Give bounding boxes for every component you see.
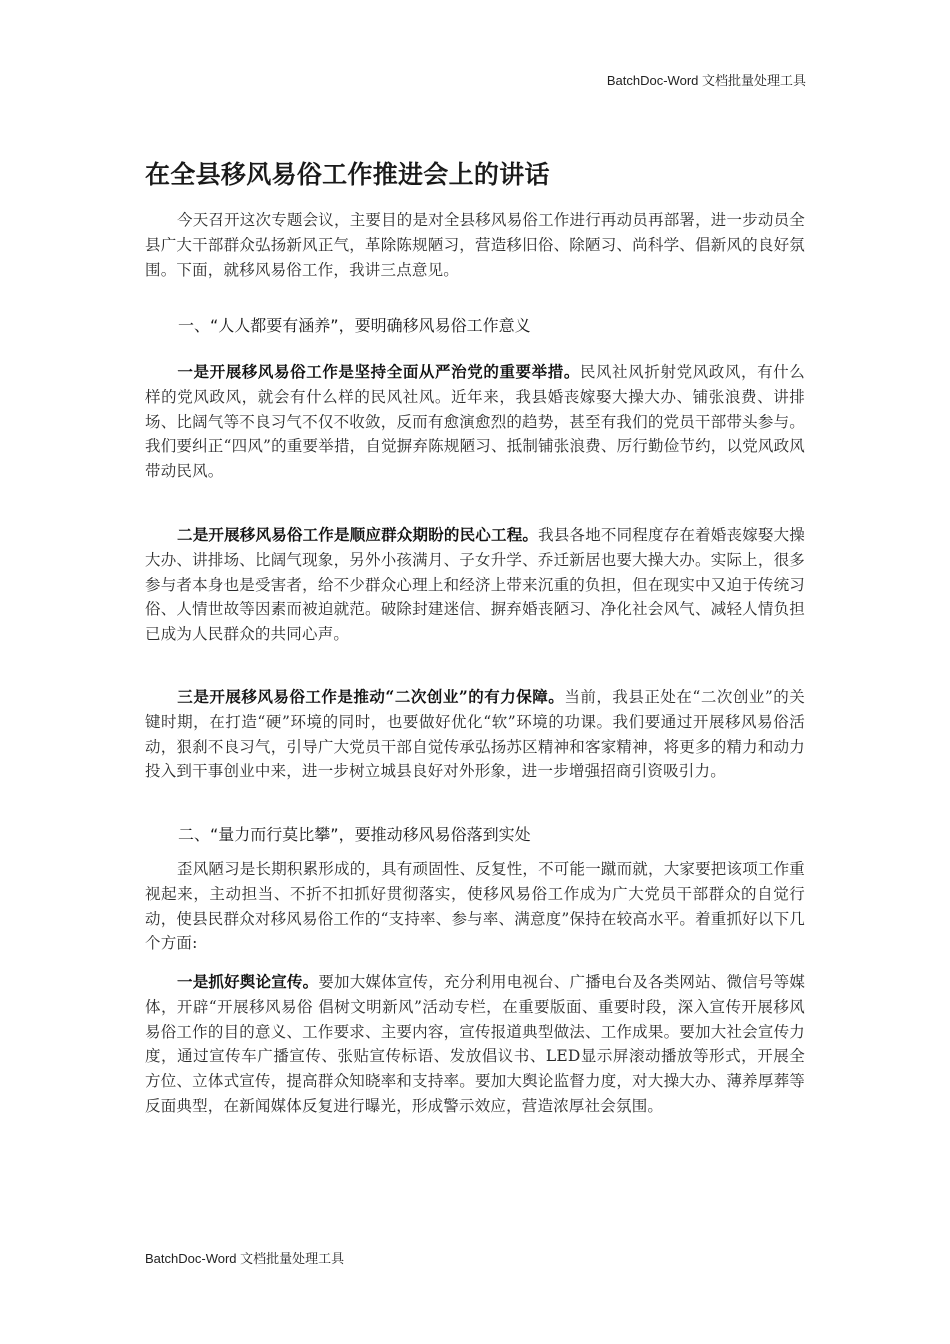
- section1-p2-text: 我县各地不同程度存在着婚丧嫁娶大操大办、讲排场、比阔气现象，另外小孩满月、子女升学、乔迁新居也要大操大办。实际上，很多参与者本身也是受害者，给不少群众心理上和经济上带来沉重的负担，但在现实中又迫于传统习俗、人情世故等因素而被迫就范。破除封建迷信、摒弃婚丧陋习、净化社会风气、减轻人情负担已成为人民群众的共同心声。: [145, 526, 806, 644]
- section1-p3-text: 当前，我县正处在“二次创业”的关键时期，在打造“硬”环境的同时，也要做好优化“软”环境的功课。我们要通过开展移风易俗活动，狠刹不良习气，引导广大党员干部自觉传承弘扬苏区精神和客家精神，将更多的精力和动力投入到干事创业中来，进一步树立城县良好对外形象，进一步增强招商引资吸引力。: [145, 688, 805, 781]
- section2-p1-text: 要加大媒体宣传，充分利用电视台、广播电台及各类网站、微信号等媒体，开辟“开展移风易俗 倡树文明新风”活动专栏，在重要版面、重要时段，深入宣传开展移风易俗工作的目的意义、工作要求、主要内容，宣传报道典型做法、工作成果。要加大社会宣传力度，通过宣传车广播宣传、张贴宣传标语、发放倡议书、LED显示屏滚动播放等形式，开展全方位、立体式宣传，提高群众知晓率和支持率。要加大舆论监督力度，对大操大办、薄养厚葬等反面典型，在新闻媒体反复进行曝光，形成警示效应，营造浓厚社会氛围。: [145, 973, 806, 1115]
- section2-p1-lead: 一是抓好舆论宣传。: [177, 972, 319, 991]
- section1-p1-lead: 一是开展移风易俗工作是坚持全面从严治党的重要举措。: [177, 362, 580, 381]
- document-title: 在全县移风易俗工作推进会上的讲话: [145, 160, 550, 189]
- section2-intro-paragraph: [145, 857, 805, 956]
- section1-p3-lead: 三是开展移风易俗工作是推动“二次创业”的有力保障。: [177, 687, 565, 706]
- section1-paragraph-3: [145, 685, 805, 784]
- section2-heading: 二、“量力而行莫比攀”，要推动移风易俗落到实处: [178, 825, 531, 844]
- section2-paragraph-1: [145, 970, 805, 1119]
- intro-text: 今天召开这次专题会议，主要目的是对全县移风易俗工作进行再动员再部署，进一步动员全县广大干部群众弘扬新风正气，革除陈规陋习，营造移旧俗、除陋习、尚科学、倡新风的良好氛围。下面，就移风易俗工作，我讲三点意见。: [145, 211, 806, 279]
- section1-p2-lead: 二是开展移风易俗工作是顺应群众期盼的民心工程。: [177, 525, 539, 544]
- section1-paragraph-2: [145, 523, 805, 647]
- section1-p1-text: 民风社风折射党风政风，有什么样的党风政风，就会有什么样的民风社风。近年来，我县婚丧嫁娶大操大办、铺张浪费、讲排场、比阔气等不良习气不仅不收敛，反而有愈演愈烈的趋势，甚至有我们的党员干部带头参与。我们要纠正“四风”的重要举措，自觉摒弃陈规陋习、抵制铺张浪费、厉行勤俭节约，以党风政风带动民风。: [145, 363, 805, 481]
- page-header: BatchDoc-Word 文档批量处理工具: [606, 73, 806, 88]
- section2-intro-text: 歪风陋习是长期积累形成的，具有顽固性、反复性，不可能一蹴而就，大家要把该项工作重视起来，主动担当、不折不扣抓好贯彻落实，使移风易俗工作成为广大党员干部群众的自觉行动，使县民群众对移风易俗工作的“支持率、参与率、满意度”保持在较高水平。着重抓好以下几个方面:: [145, 860, 806, 953]
- intro-paragraph: [145, 208, 805, 282]
- page-footer: BatchDoc-Word 文档批量处理工具: [145, 1251, 345, 1266]
- section1-heading: 一、“人人都要有涵养”，要明确移风易俗工作意义: [178, 316, 531, 335]
- section1-paragraph-1: [145, 360, 805, 484]
